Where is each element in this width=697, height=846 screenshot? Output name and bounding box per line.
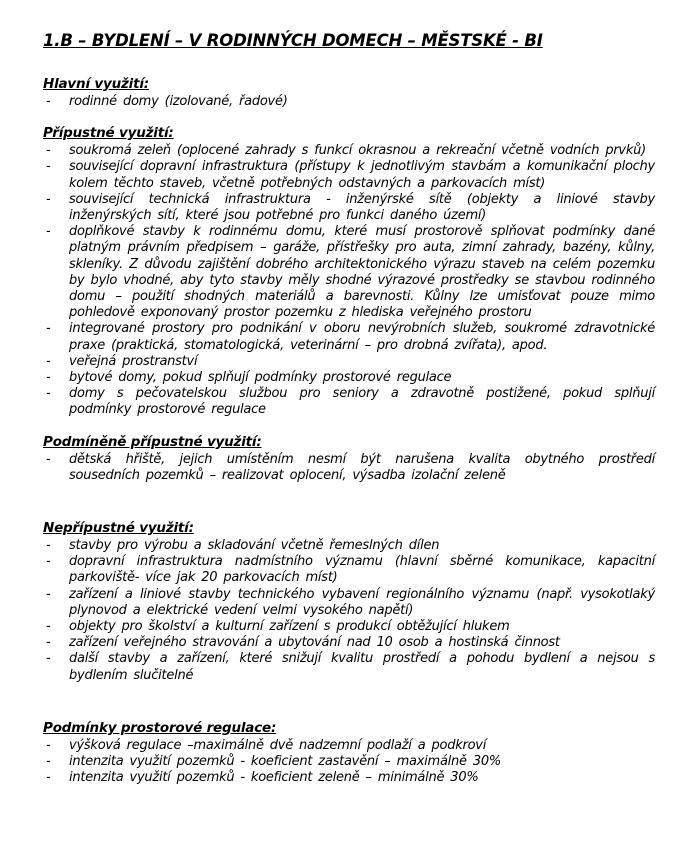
- list-item-text: doplňkové stavby k rodinnému domu, které musí prostorově splňovat podmínky dané platným právním předpisem – garáže, přístřešky pro auta, zimní zahrady, bazény, kůlny, skleníky. Z důvodu zajištění dobrého architektonického výrazu staveb na celém pozemku by bylo vhodné, aby tyto stavby měly shodné výrazové prostředky se stavbou rodinného domu – použití shodných materiálů a barevnosti. Kůlny lze umisťovat pouze mimo pohledově exponovaný prostor pozemku z hlediska veřejného prostoru: [69, 224, 655, 321]
- list-item-text: rodinné domy (izolované, řadové): [69, 94, 288, 109]
- section-hlavni-vyuziti: [43, 76, 655, 110]
- bullet-dash: -: [46, 353, 51, 369]
- list-item: [43, 159, 655, 191]
- item-list: [43, 143, 655, 418]
- list-item: [43, 738, 655, 754]
- list-item-text: související dopravní infrastruktura (přístupy k jednotlivým stavbám a komunikační plochy kolem těchto staveb, včetně potřebných odstavných a parkovacích míst): [69, 159, 655, 191]
- list-item-text: objekty pro školství a kulturní zařízení s produkcí obtěžující hlukem: [69, 619, 510, 635]
- list-item-text: soukromá zeleň (oplocené zahrady s funkcí okrasnou a rekreační včetně vodních prvků): [69, 143, 646, 159]
- section-podminky-prostorove-regulace: [43, 720, 655, 787]
- list-item-text: veřejná prostranství: [69, 353, 198, 369]
- list-item: [43, 321, 655, 353]
- list-item-text: dopravní infrastruktura nadmístního významu (hlavní sběrné komunikace, kapacitní parkoviště- více jak 20 parkovacích míst): [69, 554, 655, 586]
- list-item-text: intenzita využití pozemků - koeficient zeleně – minimálně 30%: [69, 770, 479, 786]
- list-item: [43, 143, 655, 159]
- section-heading: Podmíněně přípustné využití:: [43, 433, 262, 450]
- list-item: [43, 386, 655, 418]
- list-item: [43, 587, 655, 619]
- section-heading: Podmínky prostorové regulace:: [43, 719, 277, 736]
- bullet-dash: -: [46, 370, 51, 386]
- section-heading: Přípustné využití:: [43, 125, 174, 142]
- list-item: [43, 94, 655, 110]
- list-item: [43, 619, 655, 635]
- item-list: [43, 538, 655, 684]
- section-heading: Nepřípustné využití:: [43, 520, 194, 537]
- list-item: [43, 452, 655, 484]
- list-item: [43, 224, 655, 321]
- bullet-dash: -: [46, 770, 51, 786]
- bullet-dash: -: [46, 143, 51, 159]
- section-nepripustne-vyuziti: [43, 520, 655, 684]
- list-item-text: související technická infrastruktura - inženýrské sítě (objekty a liniové stavby inženýrských sítí, které jsou potřebné pro funkci daného území): [69, 191, 655, 224]
- bullet-dash: -: [46, 191, 51, 207]
- section-heading: Hlavní využití:: [43, 76, 149, 92]
- bullet-dash: -: [46, 554, 51, 570]
- bullet-dash: -: [46, 451, 51, 467]
- list-item-text: dětská hřiště, jejich umístěním nesmí být narušena kvalita obytného prostředí sousedních pozemků – realizovat oplocení, výsadba izolační zeleně: [69, 451, 655, 483]
- bullet-dash: -: [46, 737, 51, 753]
- list-item-text: bytové domy, pokud splňují podmínky prostorové regulace: [69, 370, 452, 386]
- list-item-text: integrované prostory pro podnikání v oboru nevýrobních služeb, soukromé zdravotnické praxe (praktická, stomatologická, veterinární – pro drobná zvířata), apod.: [69, 321, 655, 353]
- list-item: [43, 651, 655, 683]
- bullet-dash: -: [46, 651, 51, 667]
- bullet-dash: -: [46, 619, 51, 635]
- section-pripustne-vyuziti: [43, 125, 655, 418]
- list-item: [43, 370, 655, 386]
- list-item-text: domy s pečovatelskou službou pro seniory a zdravotně postižené, pokud splňují podmínky prostorové regulace: [69, 386, 655, 418]
- bullet-dash: -: [46, 754, 51, 770]
- list-item-text: další stavby a zařízení, které snižují kvalitu prostředí a pohodu bydlení a nejsou s bydlením slučitelné: [69, 651, 655, 683]
- list-item: [43, 754, 655, 770]
- list-item-text: zařízení a liniové stavby technického vybavení regionálního významu (např. vysokotlaký plynovod a elektrické vedení velmi vysokého napětí): [69, 586, 655, 618]
- item-list: [43, 452, 655, 484]
- bullet-dash: -: [46, 538, 51, 554]
- bullet-dash: -: [46, 386, 51, 402]
- bullet-dash: -: [46, 635, 51, 651]
- bullet-dash: -: [46, 321, 51, 337]
- list-item-text: intenzita využití pozemků - koeficient zastavění – maximálně 30%: [69, 754, 502, 770]
- list-item: [43, 354, 655, 370]
- bullet-dash: -: [46, 159, 51, 175]
- list-item-text: zařízení veřejného stravování a ubytování nad 10 osob a hostinská činnost: [69, 635, 560, 651]
- list-item-text: stavby pro výrobu a skladování včetně řemeslných dílen: [69, 538, 440, 554]
- list-item: [43, 770, 655, 786]
- list-item-text: výšková regulace –maximálně dvě nadzemní podlaží a podkroví: [69, 737, 487, 753]
- section-podminene-pripustne-vyuziti: [43, 434, 655, 484]
- list-item: [43, 538, 655, 554]
- list-item: [43, 635, 655, 651]
- list-item: [43, 192, 655, 224]
- item-list: [43, 94, 655, 110]
- list-item: [43, 554, 655, 586]
- page-title: 1.B – BYDLENÍ – V RODINNÝCH DOMECH – MĚSTSKÉ - BI: [43, 31, 543, 50]
- bullet-dash: -: [46, 94, 51, 109]
- item-list: [43, 738, 655, 787]
- bullet-dash: -: [46, 586, 51, 602]
- bullet-dash: -: [46, 224, 51, 240]
